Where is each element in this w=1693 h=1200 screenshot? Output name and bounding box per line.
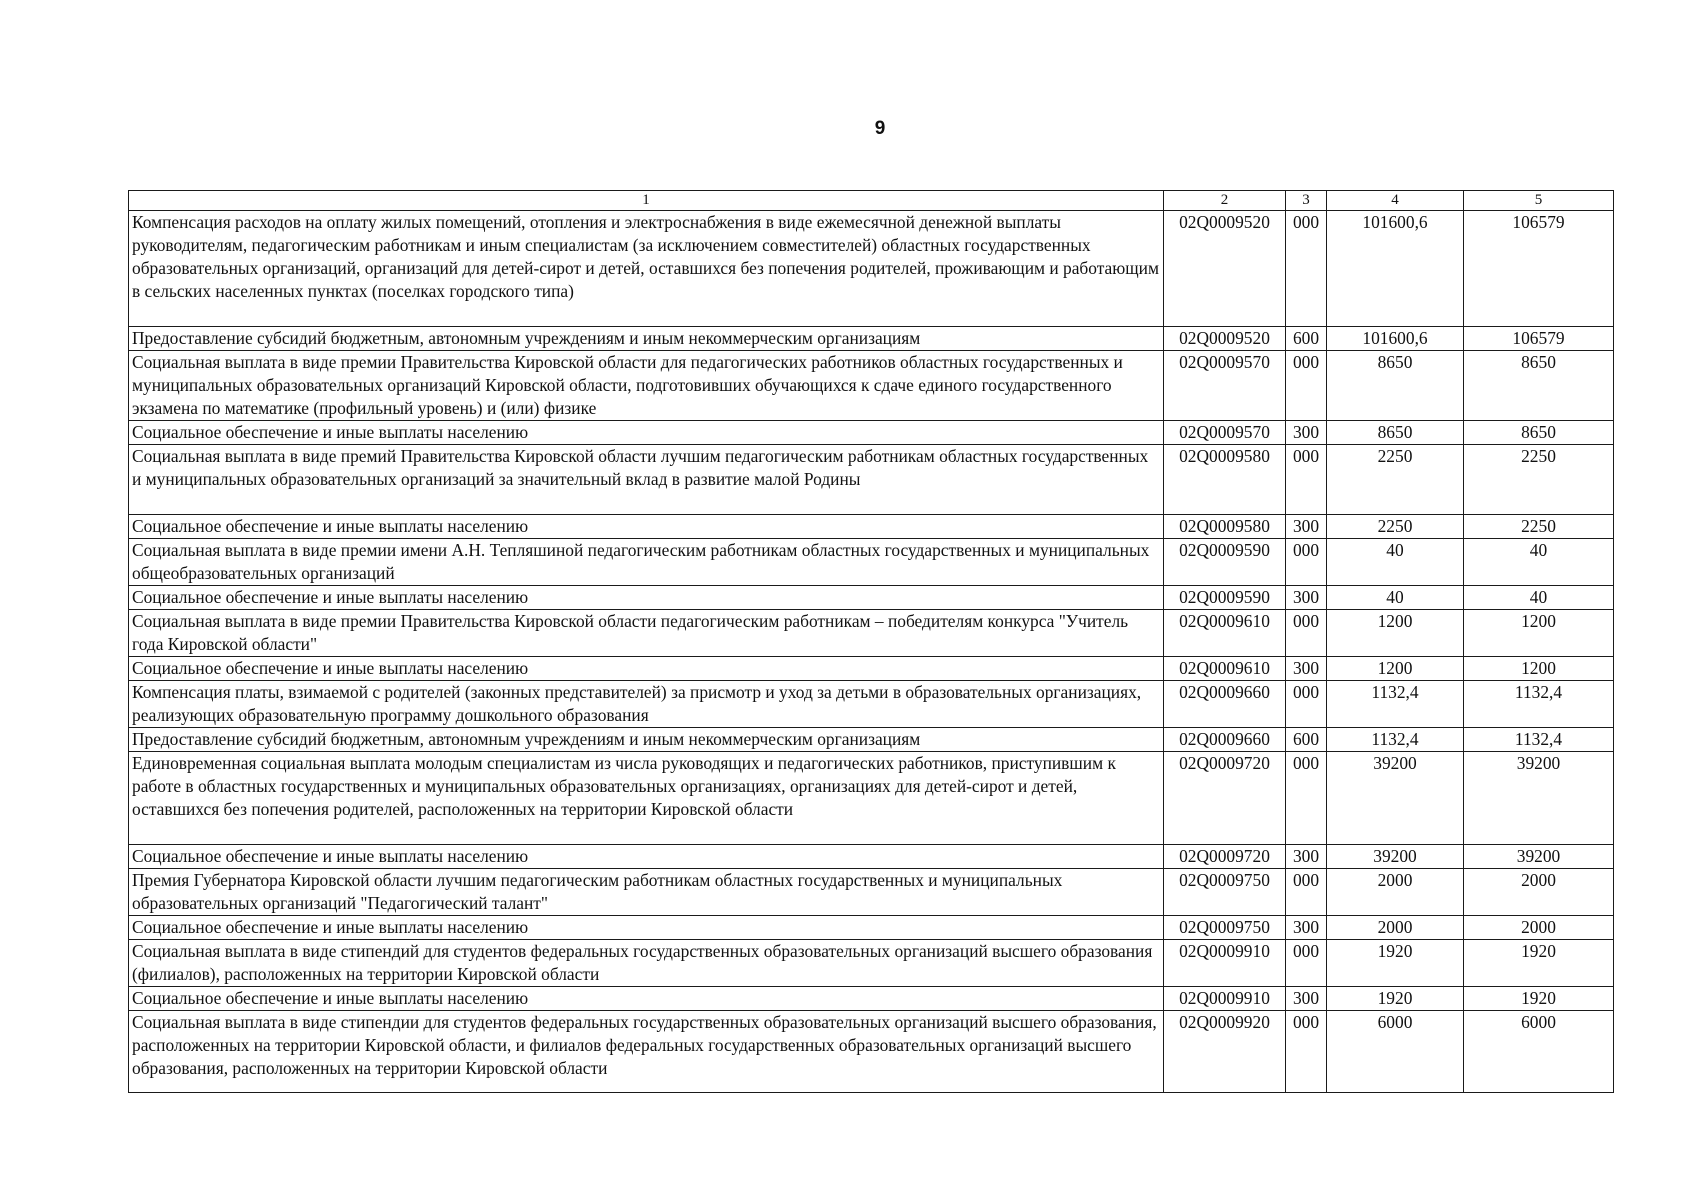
- table-row: [129, 351, 1614, 421]
- row-code: 02Q0009910: [1164, 940, 1286, 987]
- row-value-2: 1200: [1464, 610, 1614, 657]
- table-row: [129, 752, 1614, 845]
- row-kind: 000: [1286, 681, 1327, 728]
- row-kind: 000: [1286, 351, 1327, 421]
- row-name: Социальная выплата в виде премий Правительства Кировской области лучшим педагогическим работникам областных государственных и муниципальных образовательных организаций за значительный вклад в развитие малой Родины: [129, 445, 1164, 515]
- row-value-1: 8650: [1327, 421, 1464, 445]
- row-kind: 300: [1286, 657, 1327, 681]
- row-kind: 300: [1286, 845, 1327, 869]
- row-value-2: 6000: [1464, 1011, 1614, 1093]
- row-name: Социальное обеспечение и иные выплаты населению: [129, 586, 1164, 610]
- table-row: [129, 421, 1614, 445]
- row-code: 02Q0009720: [1164, 752, 1286, 845]
- table-row: [129, 728, 1614, 752]
- row-code: 02Q0009720: [1164, 845, 1286, 869]
- row-kind: 000: [1286, 1011, 1327, 1093]
- row-value-2: 1920: [1464, 940, 1614, 987]
- row-value-2: 106579: [1464, 327, 1614, 351]
- table-row: [129, 445, 1614, 515]
- table-row: [129, 916, 1614, 940]
- row-kind: 000: [1286, 940, 1327, 987]
- row-code: 02Q0009580: [1164, 445, 1286, 515]
- row-name: Единовременная социальная выплата молодым специалистам из числа руководящих и педагогических работников, приступившим к работе в областных государственных и муниципальных образовательных организациях, организациях для детей-сирот и детей, оставшихся без попечения родителей, расположенных на территории Кировской области: [129, 752, 1164, 845]
- row-value-2: 40: [1464, 586, 1614, 610]
- table-header: [129, 191, 1614, 211]
- header-col-5: 5: [1464, 191, 1614, 211]
- row-code: 02Q0009750: [1164, 869, 1286, 916]
- table-row: [129, 327, 1614, 351]
- row-value-1: 40: [1327, 586, 1464, 610]
- row-code: 02Q0009520: [1164, 211, 1286, 327]
- table-row: [129, 940, 1614, 987]
- row-code: 02Q0009570: [1164, 351, 1286, 421]
- row-value-2: 1200: [1464, 657, 1614, 681]
- row-code: 02Q0009520: [1164, 327, 1286, 351]
- row-value-1: 1132,4: [1327, 681, 1464, 728]
- row-value-1: 1132,4: [1327, 728, 1464, 752]
- row-name: Социальное обеспечение и иные выплаты населению: [129, 421, 1164, 445]
- table-body: [129, 211, 1614, 1093]
- table-row: [129, 681, 1614, 728]
- row-name: Социальная выплата в виде премии имени А.Н. Тепляшиной педагогическим работникам областных государственных и муниципальных общеобразовательных организаций: [129, 539, 1164, 586]
- row-code: 02Q0009580: [1164, 515, 1286, 539]
- row-value-2: 8650: [1464, 351, 1614, 421]
- row-value-1: 39200: [1327, 752, 1464, 845]
- table-row: [129, 1011, 1614, 1093]
- row-name: Социальное обеспечение и иные выплаты населению: [129, 515, 1164, 539]
- row-name: Социальное обеспечение и иные выплаты населению: [129, 845, 1164, 869]
- table-row: [129, 211, 1614, 327]
- row-value-1: 6000: [1327, 1011, 1464, 1093]
- row-kind: 300: [1286, 987, 1327, 1011]
- header-row: [129, 191, 1614, 211]
- table-row: [129, 515, 1614, 539]
- row-kind: 300: [1286, 586, 1327, 610]
- row-value-1: 1200: [1327, 657, 1464, 681]
- header-col-1: 1: [129, 191, 1164, 211]
- row-name: Социальная выплата в виде стипендий для студентов федеральных государственных образовательных организаций высшего образования (филиалов), расположенных на территории Кировской области: [129, 940, 1164, 987]
- row-kind: 000: [1286, 445, 1327, 515]
- row-value-2: 1132,4: [1464, 681, 1614, 728]
- row-name: Предоставление субсидий бюджетным, автономным учреждениям и иным некоммерческим организациям: [129, 728, 1164, 752]
- row-code: 02Q0009660: [1164, 681, 1286, 728]
- row-name: Компенсация платы, взимаемой с родителей (законных представителей) за присмотр и уход за детьми в образовательных организациях, реализующих образовательную программу дошкольного образования: [129, 681, 1164, 728]
- row-kind: 600: [1286, 728, 1327, 752]
- row-kind: 000: [1286, 211, 1327, 327]
- row-value-1: 8650: [1327, 351, 1464, 421]
- row-code: 02Q0009590: [1164, 539, 1286, 586]
- header-col-3: 3: [1286, 191, 1327, 211]
- row-code: 02Q0009610: [1164, 657, 1286, 681]
- row-code: 02Q0009750: [1164, 916, 1286, 940]
- table-row: [129, 987, 1614, 1011]
- row-name: Премия Губернатора Кировской области лучшим педагогическим работникам областных государственных и муниципальных образовательных организаций "Педагогический талант": [129, 869, 1164, 916]
- row-kind: 300: [1286, 515, 1327, 539]
- row-name: Социальное обеспечение и иные выплаты населению: [129, 987, 1164, 1011]
- row-name: Социальная выплата в виде премии Правительства Кировской области для педагогических работников областных государственных и муниципальных образовательных организаций Кировской области, подготовивших обучающихся к сдаче единого государственного экзамена по математике (профильный уровень) и (или) физике: [129, 351, 1164, 421]
- row-value-2: 8650: [1464, 421, 1614, 445]
- row-value-1: 40: [1327, 539, 1464, 586]
- row-code: 02Q0009610: [1164, 610, 1286, 657]
- row-name: Предоставление субсидий бюджетным, автономным учреждениям и иным некоммерческим организациям: [129, 327, 1164, 351]
- row-kind: 300: [1286, 916, 1327, 940]
- row-value-1: 39200: [1327, 845, 1464, 869]
- table-row: [129, 869, 1614, 916]
- page-number: 9: [874, 118, 886, 139]
- row-value-1: 2250: [1327, 445, 1464, 515]
- table-row: [129, 657, 1614, 681]
- header-col-4: 4: [1327, 191, 1464, 211]
- row-value-2: 2000: [1464, 869, 1614, 916]
- row-code: 02Q0009590: [1164, 586, 1286, 610]
- row-kind: 000: [1286, 539, 1327, 586]
- row-kind: 000: [1286, 752, 1327, 845]
- row-value-1: 1200: [1327, 610, 1464, 657]
- row-name: Социальная выплата в виде премии Правительства Кировской области педагогическим работникам – победителям конкурса "Учитель года Кировской области": [129, 610, 1164, 657]
- row-value-1: 2000: [1327, 916, 1464, 940]
- row-value-2: 106579: [1464, 211, 1614, 327]
- row-value-2: 2250: [1464, 515, 1614, 539]
- row-value-2: 39200: [1464, 752, 1614, 845]
- row-code: 02Q0009660: [1164, 728, 1286, 752]
- row-name: Компенсация расходов на оплату жилых помещений, отопления и электроснабжения в виде ежемесячной денежной выплаты руководителям, педагогическим работникам и иным специалистам (за исключением совместителей) областных государственных образовательных организаций, организаций для детей-сирот и детей, оставшихся без попечения родителей, проживающим и работающим в сельских населенных пунктах (поселках городского типа): [129, 211, 1164, 327]
- table-row: [129, 586, 1614, 610]
- row-value-1: 2000: [1327, 869, 1464, 916]
- header-col-2: 2: [1164, 191, 1286, 211]
- row-name: Социальная выплата в виде стипендии для студентов федеральных государственных образовательных организаций высшего образования, расположенных на территории Кировской области, и филиалов федеральных государственных образовательных организаций высшего образования, расположенных на территории Кировской области: [129, 1011, 1164, 1093]
- row-value-1: 1920: [1327, 940, 1464, 987]
- row-value-2: 2000: [1464, 916, 1614, 940]
- row-value-2: 1920: [1464, 987, 1614, 1011]
- row-kind: 000: [1286, 610, 1327, 657]
- row-code: 02Q0009910: [1164, 987, 1286, 1011]
- row-kind: 000: [1286, 869, 1327, 916]
- row-name: Социальное обеспечение и иные выплаты населению: [129, 657, 1164, 681]
- row-code: 02Q0009920: [1164, 1011, 1286, 1093]
- row-value-1: 101600,6: [1327, 327, 1464, 351]
- table-row: [129, 539, 1614, 586]
- row-value-2: 2250: [1464, 445, 1614, 515]
- row-kind: 600: [1286, 327, 1327, 351]
- row-value-1: 1920: [1327, 987, 1464, 1011]
- row-name: Социальное обеспечение и иные выплаты населению: [129, 916, 1164, 940]
- row-value-2: 39200: [1464, 845, 1614, 869]
- row-value-1: 101600,6: [1327, 211, 1464, 327]
- row-kind: 300: [1286, 421, 1327, 445]
- row-value-2: 1132,4: [1464, 728, 1614, 752]
- table-row: [129, 610, 1614, 657]
- row-value-1: 2250: [1327, 515, 1464, 539]
- budget-table: [128, 190, 1614, 1093]
- row-value-2: 40: [1464, 539, 1614, 586]
- table-row: [129, 845, 1614, 869]
- row-code: 02Q0009570: [1164, 421, 1286, 445]
